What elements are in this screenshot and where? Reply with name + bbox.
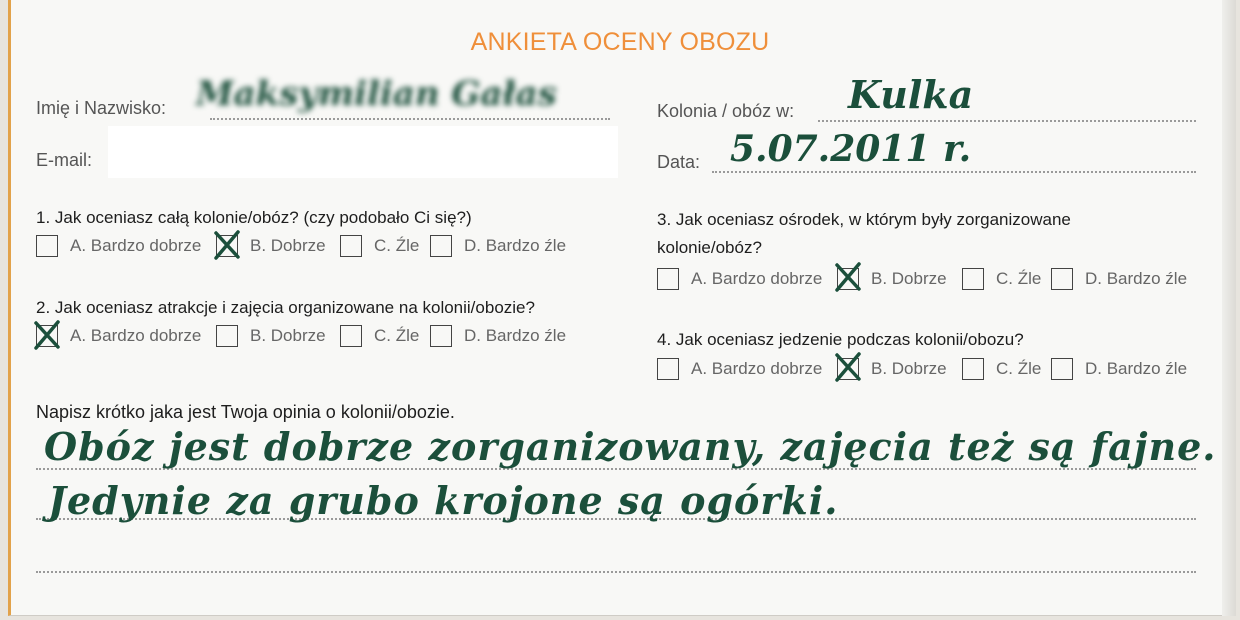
question-3-line1: 3. Jak oceniasz ośrodek, w którym były zorganizowane xyxy=(657,210,1071,229)
q1-option-b[interactable]: B. Dobrze xyxy=(216,235,326,257)
date-dotted-line xyxy=(712,171,1196,173)
q3-option-a[interactable]: A. Bardzo dobrze xyxy=(657,268,822,290)
date-handwritten: 5.07.2011 r. xyxy=(730,128,972,170)
email-redaction xyxy=(108,126,618,178)
q4-option-b[interactable]: B. Dobrze xyxy=(837,358,947,380)
opinion-line-3 xyxy=(36,571,1196,573)
q2-option-a[interactable]: A. Bardzo dobrze xyxy=(36,325,201,347)
q4-option-c[interactable]: C. Źle xyxy=(962,358,1041,380)
q2-option-c[interactable]: C. Źle xyxy=(340,325,419,347)
camp-handwritten: Kulka xyxy=(848,72,974,117)
q1-option-d[interactable]: D. Bardzo źle xyxy=(430,235,566,257)
name-handwritten-blurred: Maksymilian Gałas xyxy=(196,74,557,114)
camp-dotted-line xyxy=(818,120,1196,122)
q4-option-d[interactable]: D. Bardzo źle xyxy=(1051,358,1187,380)
q3-option-b[interactable]: B. Dobrze xyxy=(837,268,947,290)
question-4: 4. Jak oceniasz jedzenie podczas kolonii/obozu? xyxy=(657,330,1024,349)
date-label: Data: xyxy=(657,152,701,172)
q3-checkmark-x xyxy=(834,262,862,292)
opinion-handwritten-line-1: Obóz jest dobrze zorganizowany, zajęcia też są fajne. xyxy=(44,424,1217,469)
q4-option-a[interactable]: A. Bardzo dobrze xyxy=(657,358,822,380)
opinion-handwritten-line-2: Jedynie za grubo krojone są ogórki. xyxy=(48,478,839,523)
email-label: E-mail: xyxy=(36,150,93,170)
opinion-label: Napisz krótko jaka jest Twoja opinia o kolonii/obozie. xyxy=(36,402,455,422)
q1-option-a[interactable]: A. Bardzo dobrze xyxy=(36,235,201,257)
q2-option-b[interactable]: B. Dobrze xyxy=(216,325,326,347)
question-1: 1. Jak oceniasz całą kolonie/obóz? (czy podobało Ci się?) xyxy=(36,208,472,227)
question-2: 2. Jak oceniasz atrakcje i zajęcia organizowane na kolonii/obozie? xyxy=(36,298,535,317)
q2-option-d[interactable]: D. Bardzo źle xyxy=(430,325,566,347)
q2-checkmark-x xyxy=(33,320,61,350)
camp-label: Kolonia / obóz w: xyxy=(657,101,795,121)
form-title: ANKIETA OCENY OBOZU xyxy=(470,28,770,56)
q1-option-c[interactable]: C. Źle xyxy=(340,235,419,257)
q4-checkmark-x xyxy=(834,352,862,382)
q3-option-d[interactable]: D. Bardzo źle xyxy=(1051,268,1187,290)
card-edge xyxy=(1222,0,1236,616)
name-label: Imię i Nazwisko: xyxy=(36,98,167,118)
q3-option-c[interactable]: C. Źle xyxy=(962,268,1041,290)
question-3-line2: kolonie/obóz? xyxy=(657,238,762,257)
q1-checkmark-x xyxy=(213,230,241,260)
